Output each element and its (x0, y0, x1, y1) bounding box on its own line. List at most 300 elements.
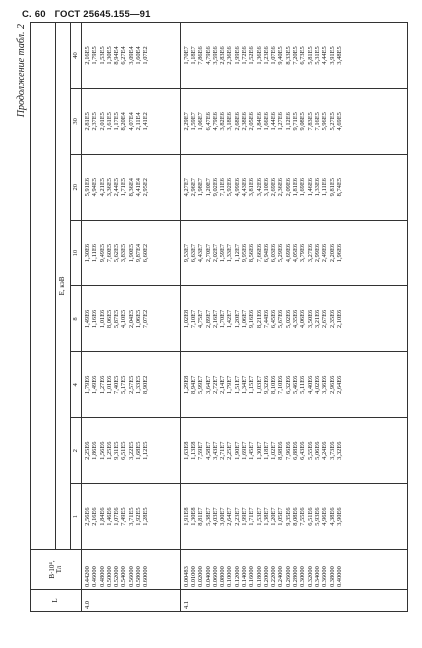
flux-value: 1,60E4 (135, 46, 143, 65)
flux-value: 5,27E5 (328, 112, 336, 131)
flux-value: 5,91E6 (84, 178, 91, 197)
header-B-line1: B·10⁴, (48, 560, 56, 579)
flux-value: 4,43E6 (241, 178, 248, 197)
flux-value: 4,43E7 (197, 243, 205, 263)
flux-value: 2,16E6 (91, 507, 99, 526)
flux-value: 6,51E5 (120, 441, 128, 460)
flux-value: 8,06E5 (105, 309, 113, 329)
flux-value: 1,33E7 (226, 243, 234, 263)
cell-values (180, 23, 407, 89)
flux-value: 5,67E6 (277, 309, 285, 329)
flux-value: 3,91E5 (328, 46, 336, 65)
flux-value: 1,11E6 (91, 244, 99, 263)
flux-value: 9,87E4 (135, 243, 143, 263)
header-B-line2: Тл (55, 565, 63, 574)
flux-value: 5,06E6 (313, 441, 321, 460)
flux-value: 2,25E6 (84, 441, 91, 460)
flux-value: 6,47E6 (204, 112, 212, 131)
flux-value: 6,51E6 (306, 507, 314, 526)
flux-value: 1,30E7 (255, 441, 263, 460)
energy-col-6: 30 (71, 88, 82, 154)
flux-value: 3,73E6 (328, 441, 336, 460)
B-value: 0.16000 (248, 566, 256, 587)
flux-value: 4,44E5 (321, 46, 329, 65)
flux-value: 1,42E7 (226, 309, 234, 329)
cell-values (180, 352, 407, 418)
energy-col-5: 20 (71, 154, 82, 220)
flux-value: 1,03E7 (255, 375, 263, 394)
flux-value: 1,53E5 (98, 46, 106, 65)
flux-value: 9,81E5 (328, 178, 336, 197)
flux-value: 1,59E7 (219, 243, 227, 263)
flux-value: 4,69E6 (284, 243, 292, 263)
flux-value: 1,44E6 (270, 112, 278, 131)
flux-value: 1,27E6 (98, 375, 106, 394)
standard-code: ГОСТ 25645.155—91 (54, 9, 151, 20)
flux-value: 7,49E5 (120, 507, 128, 526)
flux-value: 1,33E5 (135, 375, 143, 394)
flux-value: 5,81E5 (306, 46, 314, 65)
flux-value: 2,71E7 (219, 441, 227, 460)
flux-value: 7,83E5 (306, 112, 314, 131)
B-value: 0.14000 (241, 566, 248, 587)
flux-value: 2,01E5 (98, 112, 106, 131)
flux-value: 6,03E6 (270, 243, 278, 263)
B-value: 0.08000 (219, 566, 227, 587)
B-value: 0.38000 (328, 566, 336, 587)
flux-value: 5,93E6 (313, 507, 321, 526)
B-value: 0.30000 (299, 566, 307, 587)
B-value: 0.02000 (197, 566, 205, 587)
flux-value: 4,96E6 (321, 507, 329, 526)
flux-value: 7,60E5 (105, 243, 113, 263)
flux-value: 9,08E5 (299, 112, 307, 131)
cell-values (180, 154, 407, 220)
flux-value: 1,38E7 (262, 507, 270, 526)
flux-value: 1,18E7 (189, 46, 197, 65)
flux-value: 1,06E7 (197, 112, 205, 131)
flux-value: 2,14E7 (219, 375, 227, 394)
B-value: 0.28000 (292, 566, 300, 587)
flux-value: 1,90E7 (233, 441, 241, 460)
B-value: 0.44200 (84, 566, 91, 587)
flux-value: 6,43E6 (299, 441, 307, 460)
flux-value: 1,49E6 (91, 375, 99, 394)
flux-value: 3,50E6 (306, 309, 314, 329)
cell-values (82, 286, 181, 352)
flux-value: 1,79E7 (226, 375, 234, 394)
flux-value: 2,16E5 (84, 46, 91, 65)
header-B (31, 550, 82, 590)
cell-values (180, 220, 407, 286)
B-value: 0.20000 (262, 566, 270, 587)
flux-value: 1,52E6 (248, 46, 256, 65)
flux-value: 1,15E7 (248, 375, 256, 394)
flux-value: 4,07E4 (127, 112, 135, 131)
flux-value: 7,11E6 (219, 178, 227, 197)
flux-value: 4,99E6 (233, 178, 241, 197)
energy-col-1: 2 (71, 418, 82, 484)
flux-value: 2,36E6 (226, 46, 234, 65)
cell-values (82, 23, 181, 89)
flux-value: 1,79E6 (84, 375, 91, 394)
flux-value: 1,12E7 (233, 243, 241, 263)
flux-value: 1,18E7 (262, 441, 270, 460)
flux-value: 8,21E6 (255, 309, 263, 329)
B-value: 0.46000 (91, 566, 99, 587)
flux-value: 5,62E5 (113, 243, 121, 263)
flux-value: 6,45E6 (270, 309, 278, 329)
flux-value: 7,16E5 (313, 112, 321, 131)
flux-value: 1,61E5 (105, 112, 113, 131)
flux-value: 9,40E5 (277, 46, 285, 65)
flux-value: 2,05E6 (248, 112, 256, 131)
flux-value: 3,81E6 (248, 178, 256, 197)
flux-value: 2,70E7 (204, 243, 212, 263)
flux-value: 2,10E6 (335, 309, 343, 329)
flux-value: 8,90E2 (142, 375, 150, 394)
flux-value: 2,72E7 (211, 375, 219, 394)
flux-value: 8,36E4 (127, 178, 135, 197)
cell-values (82, 418, 181, 484)
flux-value: 2,64E6 (335, 375, 343, 394)
flux-value: 9,71E5 (292, 112, 300, 131)
cell-B (82, 550, 181, 590)
flux-value: 9,49E5 (98, 243, 106, 263)
B-value: 0.22000 (270, 566, 278, 587)
flux-value: 5,92E6 (226, 178, 234, 197)
flux-value: 8,94E7 (189, 375, 197, 394)
flux-value: 1,45E7 (248, 441, 256, 460)
flux-value: 1,46E6 (306, 178, 314, 197)
flux-value: 6,32E6 (284, 375, 292, 394)
table-row (180, 23, 407, 612)
flux-value: 2,25E7 (226, 441, 234, 460)
B-value: 0.10000 (226, 566, 234, 587)
energy-col-2: 4 (71, 352, 82, 418)
page-number: С. 60 (22, 9, 46, 20)
flux-value: 8,56E6 (248, 243, 256, 263)
B-value: 0.48000 (98, 566, 106, 587)
flux-value: 1,13E8 (189, 441, 197, 460)
B-value: 0.40000 (335, 566, 343, 587)
flux-value: 4,05E6 (292, 243, 300, 263)
flux-value: 1,84E6 (98, 507, 106, 526)
flux-value: 1,07E6 (270, 46, 278, 65)
flux-value: 2,69E6 (270, 178, 278, 197)
B-value: 0.18000 (255, 566, 263, 587)
flux-value: 1,20E7 (233, 309, 241, 329)
flux-value: 1,17E5 (113, 112, 121, 131)
flux-value: 1,12E6 (284, 112, 292, 131)
flux-value: 1,99E7 (241, 507, 248, 526)
flux-value: 1,30E8 (189, 507, 197, 526)
flux-value: 4,79E6 (204, 46, 212, 65)
energy-col-7: 40 (71, 23, 82, 89)
B-value: 0.32000 (306, 566, 314, 587)
flux-value: 9,32E6 (262, 375, 270, 394)
flux-value: 7,40E5 (113, 375, 121, 394)
flux-value: 2,96E6 (328, 375, 336, 394)
flux-value: 2,56E6 (84, 507, 91, 526)
flux-value: 6,94E6 (262, 243, 270, 263)
flux-value: 2,49E6 (321, 243, 329, 263)
B-value: 0.60000 (142, 566, 150, 587)
flux-value: 1,12E5 (142, 441, 150, 460)
flux-value: 5,96E5 (321, 112, 329, 131)
flux-value: 4,24E6 (321, 441, 329, 460)
B-value: 0.06000 (211, 566, 219, 587)
flux-value: 5,38E7 (204, 507, 212, 526)
flux-value: 2,02E7 (211, 243, 219, 263)
energy-col-4: 10 (71, 220, 82, 286)
header-L: L (31, 590, 82, 612)
flux-value: 1,49E6 (84, 309, 91, 329)
flux-value: 3,79E6 (299, 243, 307, 263)
flux-value: 5,11E6 (299, 375, 307, 394)
flux-value: 2,44E5 (113, 178, 121, 197)
flux-value: 8,94E4 (113, 46, 121, 65)
flux-value: 6,73E5 (299, 46, 307, 65)
flux-value: 5,55E6 (306, 441, 314, 460)
flux-value: 3,18E6 (226, 112, 234, 131)
flux-value: 6,88E6 (292, 441, 300, 460)
flux-value: 1,07E2 (142, 46, 150, 65)
flux-value: 7,96E6 (284, 441, 292, 460)
flux-value: 2,11E4 (135, 112, 143, 131)
cell-values (180, 418, 407, 484)
flux-value: 1,34E7 (241, 375, 248, 394)
flux-value: 3,21E6 (313, 309, 321, 329)
L-value: 4.1 (182, 601, 190, 609)
flux-value: 8,81E7 (197, 507, 205, 526)
flux-value: 1,05E7 (277, 507, 285, 526)
flux-value: 1,11E6 (321, 178, 329, 197)
cell-values (180, 88, 407, 154)
cell-B (180, 550, 407, 590)
flux-value: 1,23E6 (262, 46, 270, 65)
cell-values (82, 88, 181, 154)
flux-value: 9,31E5 (113, 441, 121, 460)
cell-values (180, 484, 407, 550)
flux-value: 2,83E6 (219, 46, 227, 65)
flux-value: 3,32E6 (335, 441, 343, 460)
table-body (82, 23, 408, 612)
B-value: 0.12000 (233, 566, 241, 587)
flux-value: 6,63E7 (189, 243, 197, 263)
flux-value: 3,43E7 (211, 441, 219, 460)
flux-value: 1,91E8 (182, 507, 190, 526)
L-value: 4.0 (84, 601, 91, 609)
flux-value: 5,29E6 (277, 243, 285, 263)
flux-value: 3,71E5 (127, 507, 135, 526)
flux-value: 1,72E6 (241, 46, 248, 65)
flux-value: 1,29E8 (182, 375, 190, 394)
cell-values (82, 154, 181, 220)
flux-value: 1,20E7 (270, 507, 278, 526)
flux-value: 2,81E5 (84, 112, 91, 131)
flux-value: 3,83E5 (120, 243, 128, 263)
flux-value: 4,58E7 (204, 441, 212, 460)
flux-value: 3,48E5 (335, 46, 343, 65)
flux-value: 2,68E6 (233, 112, 241, 131)
B-value: 0.26000 (284, 566, 292, 587)
cell-values (180, 286, 407, 352)
flux-value: 7,10E7 (189, 309, 197, 329)
flux-value: 4,06E6 (299, 309, 307, 329)
flux-value: 1,25E6 (105, 441, 113, 460)
flux-value: 7,66E6 (255, 243, 263, 263)
flux-value: 1,71E5 (120, 178, 128, 197)
flux-value: 7,07E2 (142, 309, 150, 329)
B-value: 0.24000 (277, 566, 285, 587)
flux-value: 4,40E6 (306, 375, 314, 394)
header-energy: E, кэВ (56, 23, 71, 550)
B-value: 0.52000 (113, 566, 121, 587)
flux-value: 1,69E7 (241, 441, 248, 460)
flux-value: 7,20E5 (292, 46, 300, 65)
flux-value: 6,60E2 (142, 243, 150, 263)
flux-value: 7,55E6 (299, 507, 307, 526)
flux-value: 8,74E5 (335, 178, 343, 197)
flux-value: 2,23E7 (233, 507, 241, 526)
flux-value: 1,01E6 (98, 309, 106, 329)
flux-value: 2,36E6 (277, 178, 285, 197)
flux-value: 8,08E6 (292, 507, 300, 526)
flux-value: 1,41E2 (142, 112, 150, 131)
B-value: 0.54000 (120, 566, 128, 587)
flux-value: 2,96E7 (189, 178, 197, 197)
flux-value: 1,79E5 (91, 46, 99, 65)
flux-value: 1,96E6 (335, 243, 343, 263)
energy-col-0: 1 (71, 484, 82, 550)
energy-header-row (71, 23, 82, 612)
flux-value: 3,10E6 (262, 178, 270, 197)
flux-value: 3,64E7 (204, 375, 212, 394)
flux-value: 1,01E6 (105, 375, 113, 394)
flux-value: 1,16E6 (91, 309, 99, 329)
flux-value: 4,27E7 (182, 178, 190, 197)
flux-value: 2,37E5 (91, 112, 99, 131)
flux-value: 8,33E5 (284, 46, 292, 65)
flux-value: 4,75E7 (197, 309, 205, 329)
flux-value: 2,89E7 (204, 309, 212, 329)
rotated-table-area (14, 22, 410, 612)
flux-value: 1,59E7 (189, 112, 197, 131)
flux-value: 1,36E6 (255, 46, 263, 65)
B-value: 0.00483 (182, 566, 190, 587)
flux-value: 4,03E7 (211, 507, 219, 526)
flux-value: 1,20E7 (204, 178, 212, 197)
flux-value: 8,98E6 (277, 441, 285, 460)
flux-value: 4,02E6 (313, 375, 321, 394)
flux-value: 1,68E5 (135, 441, 143, 460)
flux-value: 5,17E5 (120, 375, 128, 394)
flux-value: 1,70E7 (182, 46, 190, 65)
flux-value: 5,46E6 (292, 375, 300, 394)
flux-value: 2,38E6 (241, 112, 248, 131)
flux-value: 3,22E5 (127, 441, 135, 460)
flux-value: 9,95E6 (241, 243, 248, 263)
flux-value: 3,42E6 (255, 178, 263, 197)
energy-col-3: 8 (71, 286, 82, 352)
flux-value: 4,79E6 (211, 112, 219, 131)
cell-values (82, 484, 181, 550)
flux-value: 7,86E6 (197, 46, 205, 65)
flux-value: 9,16E6 (248, 309, 256, 329)
flux-value: 9,53E7 (182, 243, 190, 263)
flux-value: 5,87E5 (113, 309, 121, 329)
flux-value: 2,29E7 (182, 112, 190, 131)
flux-value: 1,51E7 (233, 375, 241, 394)
flux-value: 1,28E5 (142, 507, 150, 526)
flux-value: 1,30E6 (84, 243, 91, 263)
flux-value: 5,02E6 (284, 309, 292, 329)
flux-value: 1,07E6 (113, 507, 121, 526)
flux-value: 4,41E4 (135, 178, 143, 197)
flux-value: 1,30E5 (105, 46, 113, 65)
flux-value: 1,66E6 (262, 112, 270, 131)
flux-value: 2,67E6 (321, 309, 329, 329)
flux-value: 1,06E5 (135, 309, 143, 329)
flux-value: 2,20E6 (328, 243, 336, 263)
flux-value: 1,06E7 (241, 309, 248, 329)
cell-values (82, 220, 181, 286)
flux-value: 9,02E6 (211, 178, 219, 197)
B-value: 0.50000 (105, 566, 113, 587)
flux-value: 3,59E6 (211, 46, 219, 65)
flux-value: 1,33E6 (313, 178, 321, 197)
flux-value: 1,98E7 (197, 178, 205, 197)
flux-value: 2,04E5 (127, 309, 135, 329)
B-value: 0.36000 (321, 566, 329, 587)
flux-value: 1,02E8 (182, 309, 190, 329)
flux-value: 3,00E7 (219, 507, 227, 526)
flux-value: 1,99E6 (233, 46, 241, 65)
flux-value: 3,82E6 (219, 112, 227, 131)
flux-value: 4,21E5 (98, 178, 106, 197)
flux-value: 8,10E6 (270, 375, 278, 394)
flux-value: 3,36E6 (321, 375, 329, 394)
flux-value: 1,92E5 (135, 507, 143, 526)
flux-value: 4,38E6 (328, 507, 336, 526)
flux-value: 2,35E6 (328, 309, 336, 329)
flux-value: 1,71E7 (248, 507, 256, 526)
flux-value: 3,36E5 (105, 178, 113, 197)
cell-values (82, 352, 181, 418)
flux-value: 3,27E6 (306, 243, 314, 263)
flux-value: 1,56E6 (98, 441, 106, 460)
cell-L (180, 590, 407, 612)
flux-value: 7,10E6 (277, 375, 285, 394)
flux-value: 1,69E6 (299, 178, 307, 197)
flux-value: 2,09E6 (284, 178, 292, 197)
flux-value: 2,95E2 (142, 178, 150, 197)
B-value: 0.58000 (135, 566, 143, 587)
flux-value: 7,44E6 (262, 309, 270, 329)
flux-value: 4,35E6 (292, 309, 300, 329)
flux-value: 5,31E5 (313, 46, 321, 65)
flux-value: 2,16E7 (211, 309, 219, 329)
B-value: 0.34000 (313, 566, 321, 587)
flux-value: 4,69E5 (335, 112, 343, 131)
flux-value: 9,35E6 (284, 507, 292, 526)
flux-value: 1,63E8 (182, 441, 190, 460)
flux-value: 1,86E6 (91, 441, 99, 460)
B-value: 0.04000 (204, 566, 212, 587)
flux-value: 4,94E5 (91, 178, 99, 197)
flux-value: 5,99E7 (197, 375, 205, 394)
